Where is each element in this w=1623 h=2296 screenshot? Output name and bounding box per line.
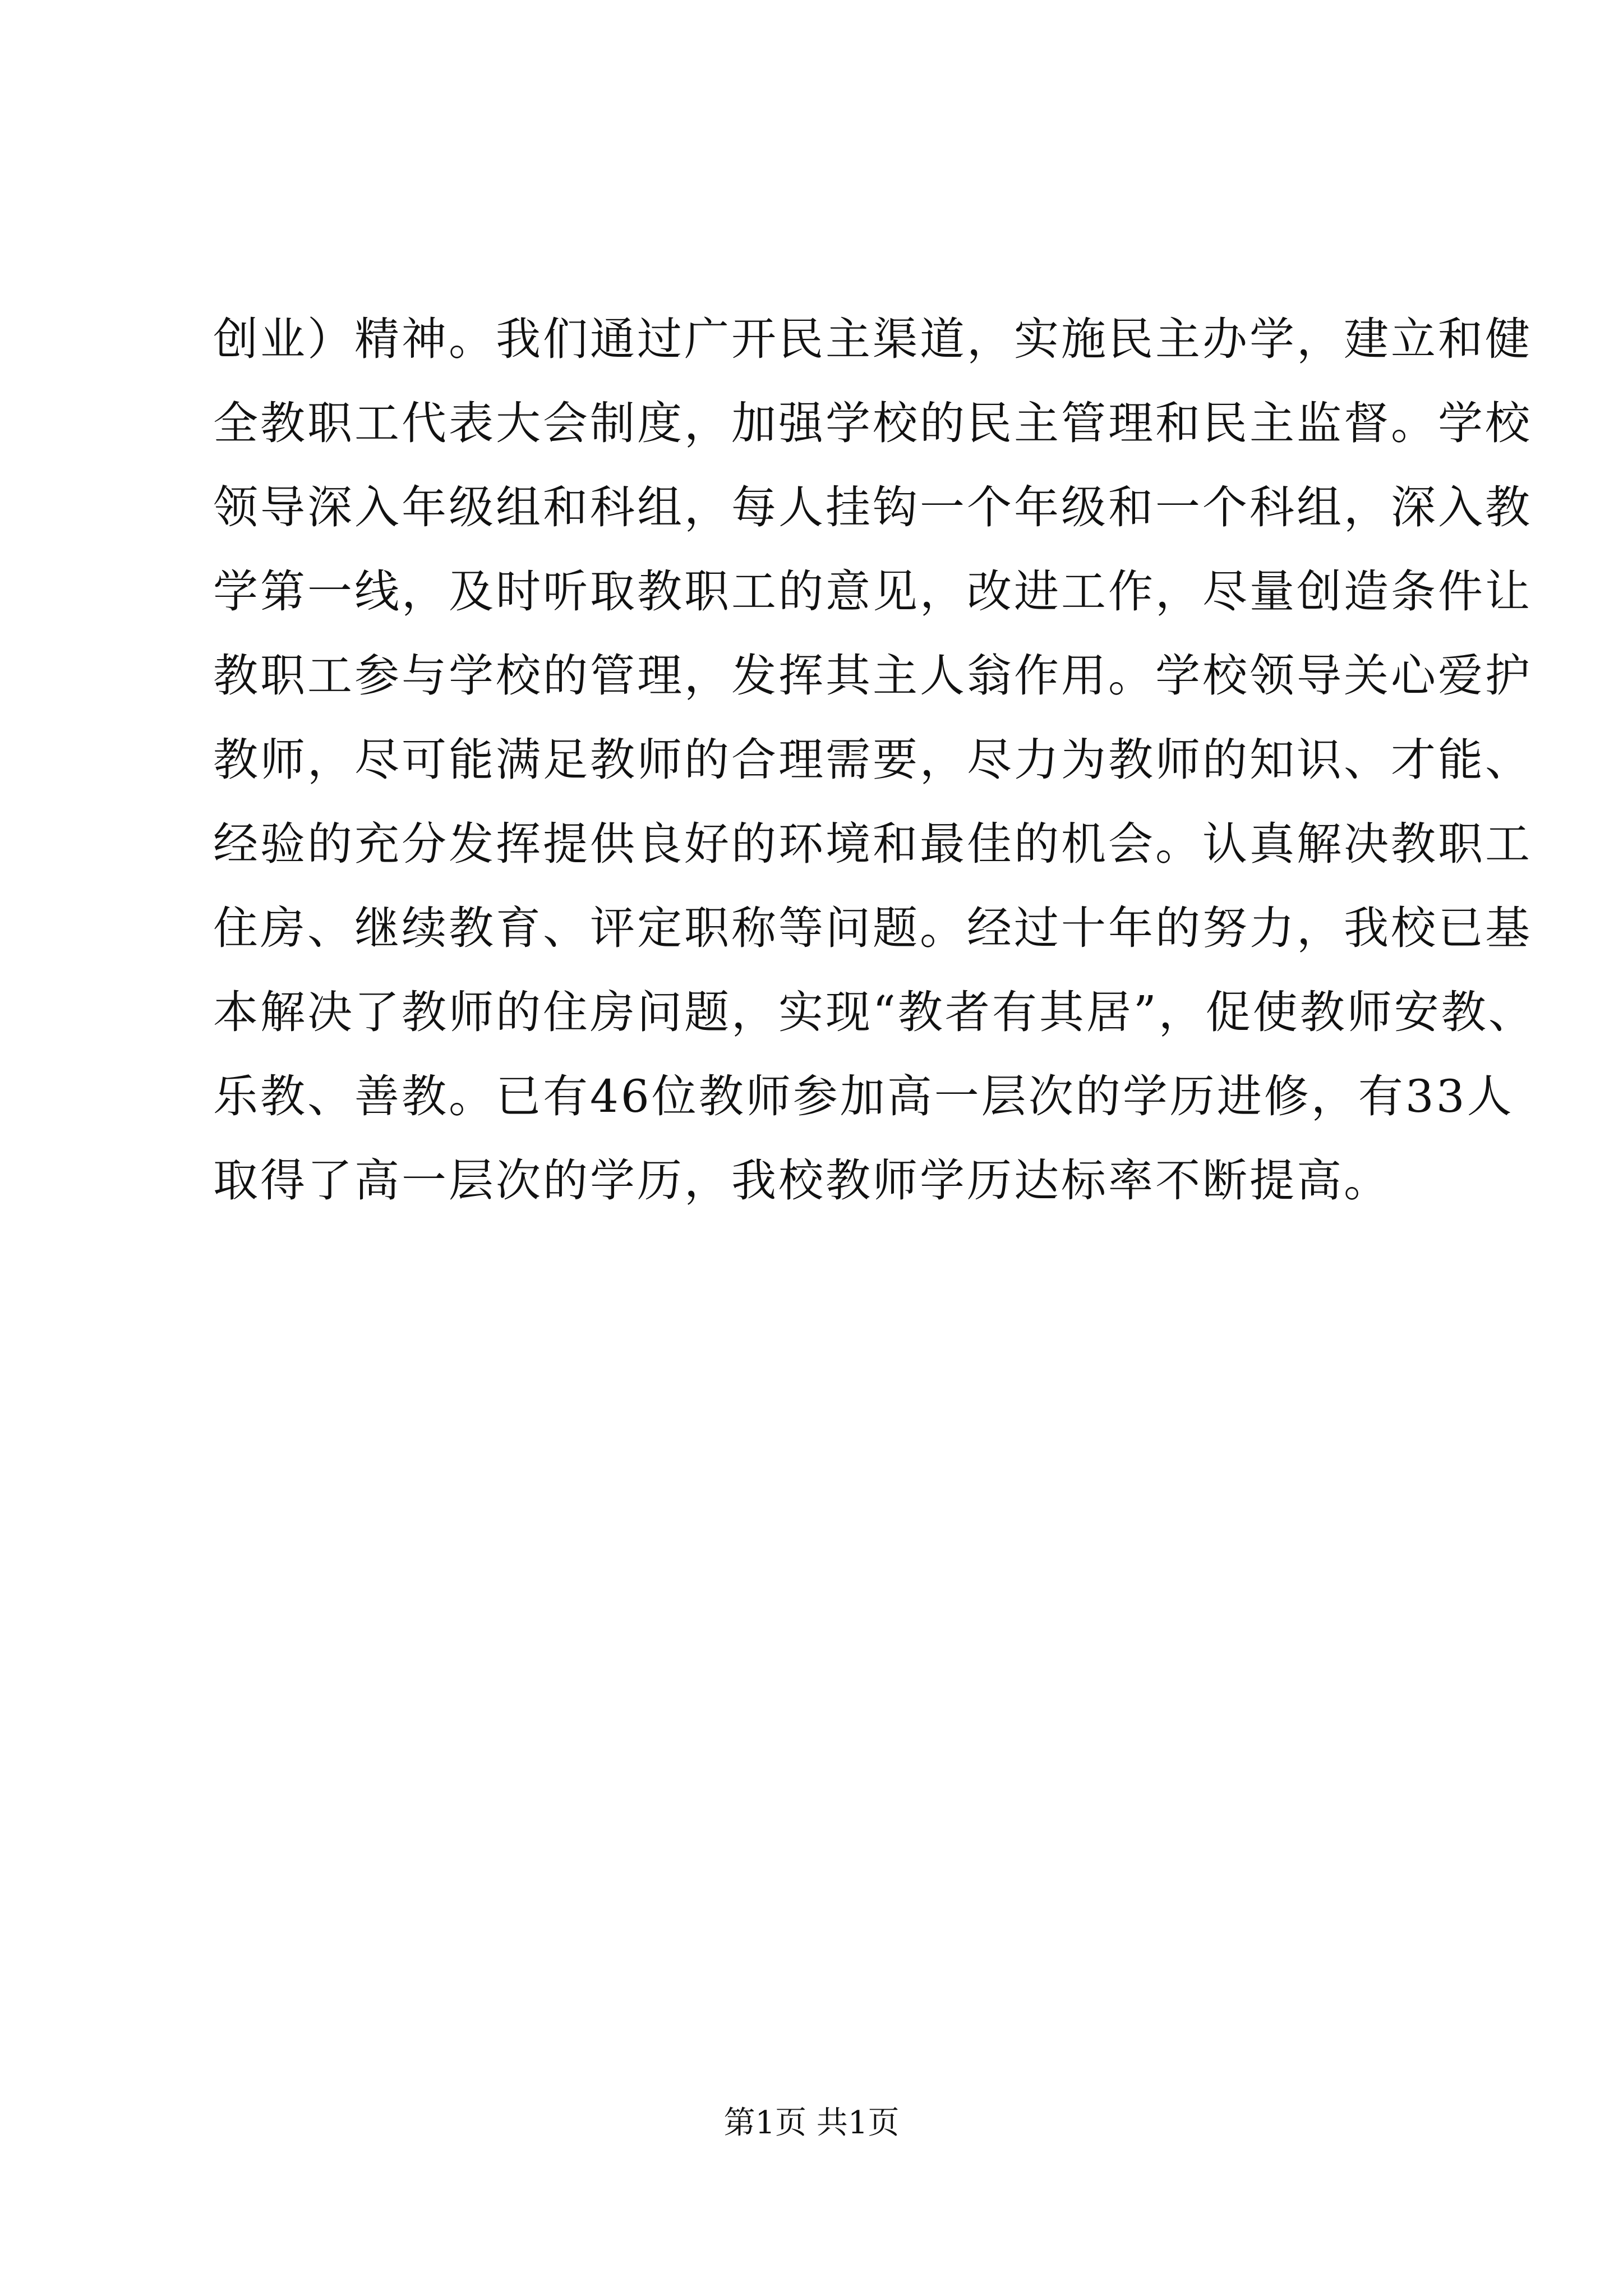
text-line-1: 创业）精神。我们通过广开民主渠道，实施民主办学，建立和健 [213,313,1532,365]
text-line-5: 教职工参与学校的管理，发挥其主人翁作用。学校领导关心爱护 [213,650,1532,702]
text-line-3: 领导深入年级组和科组，每人挂钩一个年级和一个科组，深入教 [213,481,1532,533]
body-paragraph [213,297,1536,1223]
page-number-footer: 第1页 共1页 [723,2105,900,2141]
text-line-9: 本解决了教师的住房问题，实现“教者有其居”，促使教师安教、 [213,986,1536,1038]
text-line-10: 乐教、善教。已有46位教师参加高一层次的学历进修，有33人 [213,1070,1514,1122]
text-line-6: 教师，尽可能满足教师的合理需要，尽力为教师的知识、才能、 [213,734,1532,786]
text-line-8: 住房、继续教育、评定职称等问题。经过十年的努力，我校已基 [213,902,1532,954]
text-line-11: 取得了高一层次的学历，我校教师学历达标率不断提高。 [213,1154,1391,1207]
text-line-7: 经验的充分发挥提供良好的环境和最佳的机会。认真解决教职工 [213,818,1532,870]
text-line-4: 学第一线，及时听取教职工的意见，改进工作，尽量创造条件让 [213,565,1532,618]
text-line-2: 全教职工代表大会制度，加强学校的民主管理和民主监督。学校 [213,397,1532,449]
